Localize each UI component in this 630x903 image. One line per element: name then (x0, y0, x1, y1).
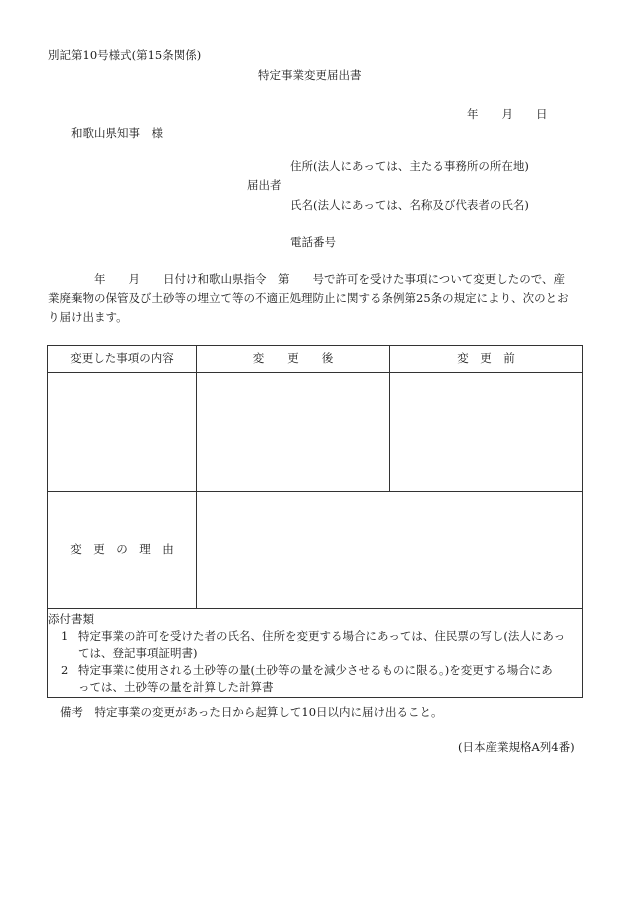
form-title: 特定事業変更届出書 (258, 68, 362, 82)
reason-row (48, 492, 583, 609)
after-change-field[interactable] (197, 373, 390, 492)
attachment-item-continued (48, 645, 582, 662)
attachment-text: 特定事業の許可を受けた者の氏名、住所を変更する場合にあっては、住民票の写し(法人にあっ (78, 628, 566, 643)
table-header-row (48, 346, 583, 373)
remark: 備考 特定事業の変更があった日から起算して10日以内に届け出ること。 (60, 705, 443, 719)
notifier-label: 届出者 (247, 178, 282, 192)
header-before-change: 変 更 前 (390, 346, 583, 373)
attachment-item-continued (48, 679, 582, 696)
attachment-item (48, 662, 582, 679)
name-label: 氏名(法人にあっては、名称及び代表者の氏名) (290, 198, 529, 212)
addressee: 和歌山県知事 様 (71, 126, 163, 140)
reason-label: 変 更 の 理 由 (48, 492, 197, 609)
statement-line-2: 業廃棄物の保管及び土砂等の埋立て等の不適正処理防止に関する条例第25条の規定により、次のとお (48, 291, 569, 305)
attachments-row (48, 609, 583, 698)
attachment-text: 特定事業に使用される土砂等の量(土砂等の量を減少させるものに限る。)を変更する場合にあ (78, 662, 553, 677)
changed-items-field[interactable] (48, 373, 197, 492)
statement-line-3: り届け出ます。 (48, 310, 128, 324)
header-after-change: 変 更 後 (197, 346, 390, 373)
attachment-text: っては、土砂等の量を計算した計算書 (78, 679, 274, 694)
statement-line-1: 年 月 日付け和歌山県指令 第 号で許可を受けた事項について変更したので、産 (94, 272, 566, 286)
address-label: 住所(法人にあっては、主たる事務所の所在地) (290, 159, 529, 173)
before-change-field[interactable] (390, 373, 583, 492)
change-details-table (47, 345, 583, 698)
form-number: 別記第10号様式(第15条関係) (48, 48, 202, 62)
phone-label: 電話番号 (290, 235, 336, 249)
attachment-number: 1 (61, 628, 69, 643)
attachment-item (48, 628, 582, 645)
attachments-section (48, 609, 583, 698)
notification-statement (48, 270, 576, 327)
reason-field[interactable] (197, 492, 583, 609)
table-entry-row (48, 373, 583, 492)
header-changed-items: 変更した事項の内容 (48, 346, 197, 373)
paper-size-note: (日本産業規格A列4番) (458, 740, 575, 754)
attachment-number: 2 (61, 662, 69, 677)
attachments-heading: 添付書類 (48, 611, 94, 626)
attachment-text: ては、登記事項証明書) (78, 645, 198, 660)
date-line: 年 月 日 (467, 107, 548, 121)
